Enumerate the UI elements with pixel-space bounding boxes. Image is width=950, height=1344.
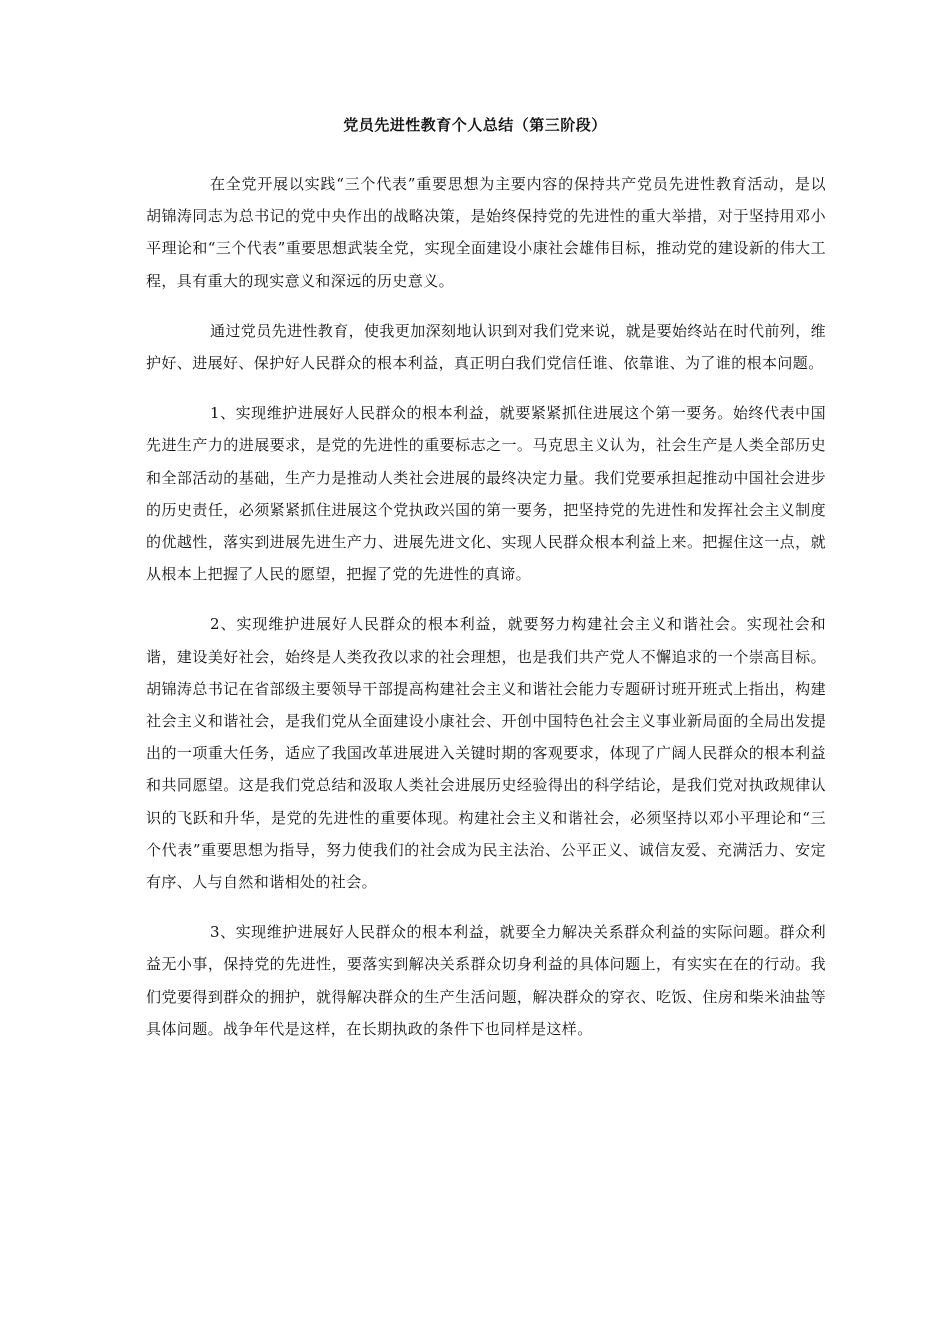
document-body <box>146 168 826 1063</box>
paragraph-intro: 在全党开展以实践“三个代表”重要思想为主要内容的保持共产党员先进性教育活动，是以胡锦涛同志为总书记的党中央作出的战略决策，是始终保持党的先进性的重大举措，对于坚持用邓小平理论和“三个代表”重要思想武装全党，实现全面建设小康社会雄伟目标，推动党的建设新的伟大工程，具有重大的现实意义和深远的历史意义。 <box>146 175 826 290</box>
paragraph-point-1: 1、实现维护进展好人民群众的根本利益，就要紧紧抓住进展这个第一要务。始终代表中国先进生产力的进展要求，是党的先进性的重要标志之一。马克思主义认为，社会生产是人类全部历史和全部活动的基础，生产力是推动人类社会进展的最终决定力量。我们党要承担起推动中国社会进步的历史责任，必须紧紧抓住进展这个党执政兴国的第一要务，把坚持党的先进性和发挥社会主义制度的优越性，落实到进展先进生产力、进展先进文化、实现人民群众根本利益上来。把握住这一点，就从根本上把握了人民的愿望，把握了党的先进性的真谛。 <box>146 404 826 584</box>
paragraph-point-2: 2、实现维护进展好人民群众的根本利益，就要努力构建社会主义和谐社会。实现社会和谐，建设美好社会，始终是人类孜孜以求的社会理想，也是我们共产党人不懈追求的一个崇高目标。胡锦涛总书记在省部级主要领导干部提高构建社会主义和谐社会能力专题研讨班开班式上指出，构建社会主义和谐社会，是我们党从全面建设小康社会、开创中国特色社会主义事业新局面的全局出发提出的一项重大任务，适应了我国改革进展进入关键时期的客观要求，体现了广阔人民群众的根本利益和共同愿望。这是我们党总结和汲取人类社会进展历史经验得出的科学结论，是我们党对执政规律认识的飞跃和升华，是党的先进性的重要体现。构建社会主义和谐社会，必须坚持以邓小平理论和“三个代表”重要思想为指导，努力使我们的社会成为民主法治、公平正义、诚信友爱、充满活力、安定有序、人与自然和谐相处的社会。 <box>146 615 826 892</box>
paragraph-understanding: 通过党员先进性教育，使我更加深刻地认识到对我们党来说，就是要始终站在时代前列，维护好、进展好、保护好人民群众的根本利益，真正明白我们党信任谁、依靠谁、为了谁的根本问题。 <box>146 321 827 373</box>
paragraph-point-3: 3、实现维护进展好人民群众的根本利益，就要全力解决关系群众利益的实际问题。群众利益无小事，保持党的先进性，要落实到解决关系群众切身利益的具体问题上，有实实在在的行动。我们党要得到群众的拥护，就得解决群众的生产生活问题，解决群众的穿衣、吃饭、住房和柴米油盐等具体问题。战争年代是这样，在长期执政的条件下也同样是这样。 <box>146 923 826 1038</box>
document-title: 党员先进性教育个人总结（第三阶段） <box>343 116 607 134</box>
